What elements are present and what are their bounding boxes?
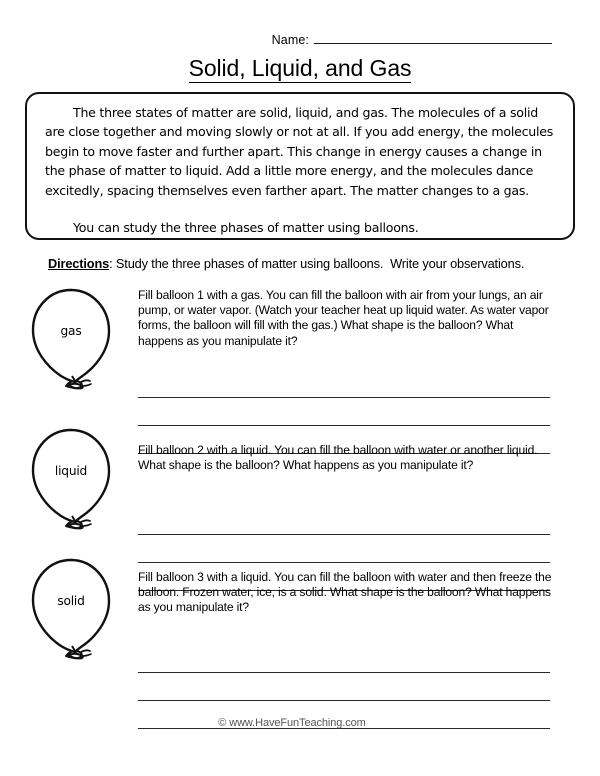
- answer-line[interactable]: [138, 398, 550, 426]
- balloon-section-gas: [0, 285, 600, 425]
- answer-line[interactable]: [138, 645, 550, 673]
- balloon-label: solid: [57, 594, 85, 608]
- task-instruction-text: Fill balloon 1 with a gas. You can fill the balloon with air from your lungs, an air pump, or water vapor. (Watch your teacher heat up liquid water. As water vapor forms, the balloon will fill with the gas.) What shape is the balloon? What happens as you manipulate it?: [138, 288, 549, 348]
- balloon-icon: [28, 287, 128, 391]
- name-blank-field[interactable]: [314, 30, 552, 44]
- task-instruction-text: Fill balloon 2 with a liquid. You can fill the balloon with water or another liquid. What shape is the balloon? What happens as you manipulate it?: [138, 443, 538, 473]
- task-instruction-text: Fill balloon 3 with a liquid. You can fill the balloon with water and then freeze the balloon. Frozen water, ice, is a solid. What shape is the balloon? What happens as you manipulate it?: [138, 570, 552, 615]
- footer-credit[interactable]: © www.HaveFunTeaching.com: [218, 717, 366, 729]
- intro-paragraph-1: The three states of matter are solid, liquid, and gas. The molecules of a solid are close together and moving slowly or not at all. If you add energy, the molecules begin to move faster and further apart. This change in energy causes a change in the phase of matter to liquid. Add a little more energy, and the molecules dance excitedly, spacing themselves even farther apart. The matter changes to a gas.: [45, 105, 554, 198]
- balloon-icon: [28, 557, 128, 661]
- balloon-icon: [28, 427, 128, 531]
- name-label: Name:: [271, 33, 309, 47]
- intro-paragraph-2: You can study the three phases of matter using balloons.: [73, 220, 419, 236]
- page-title: [0, 55, 600, 82]
- balloon-label: liquid: [54, 464, 88, 478]
- balloon-section-solid: [0, 555, 600, 695]
- balloon-label: gas: [60, 324, 82, 338]
- directions: [48, 256, 524, 271]
- answer-line[interactable]: [138, 370, 550, 398]
- answer-line[interactable]: [138, 673, 550, 701]
- balloon-section-liquid: [0, 425, 600, 565]
- directions-label: Directions: [48, 256, 110, 271]
- page-title-text: Solid, Liquid, and Gas: [188, 55, 412, 81]
- name-row: [0, 30, 600, 47]
- directions-text: : Study the three phases of matter using balloons. Write your observations.: [109, 256, 525, 271]
- intro-passage-box: [25, 92, 575, 240]
- answer-line[interactable]: [138, 507, 550, 535]
